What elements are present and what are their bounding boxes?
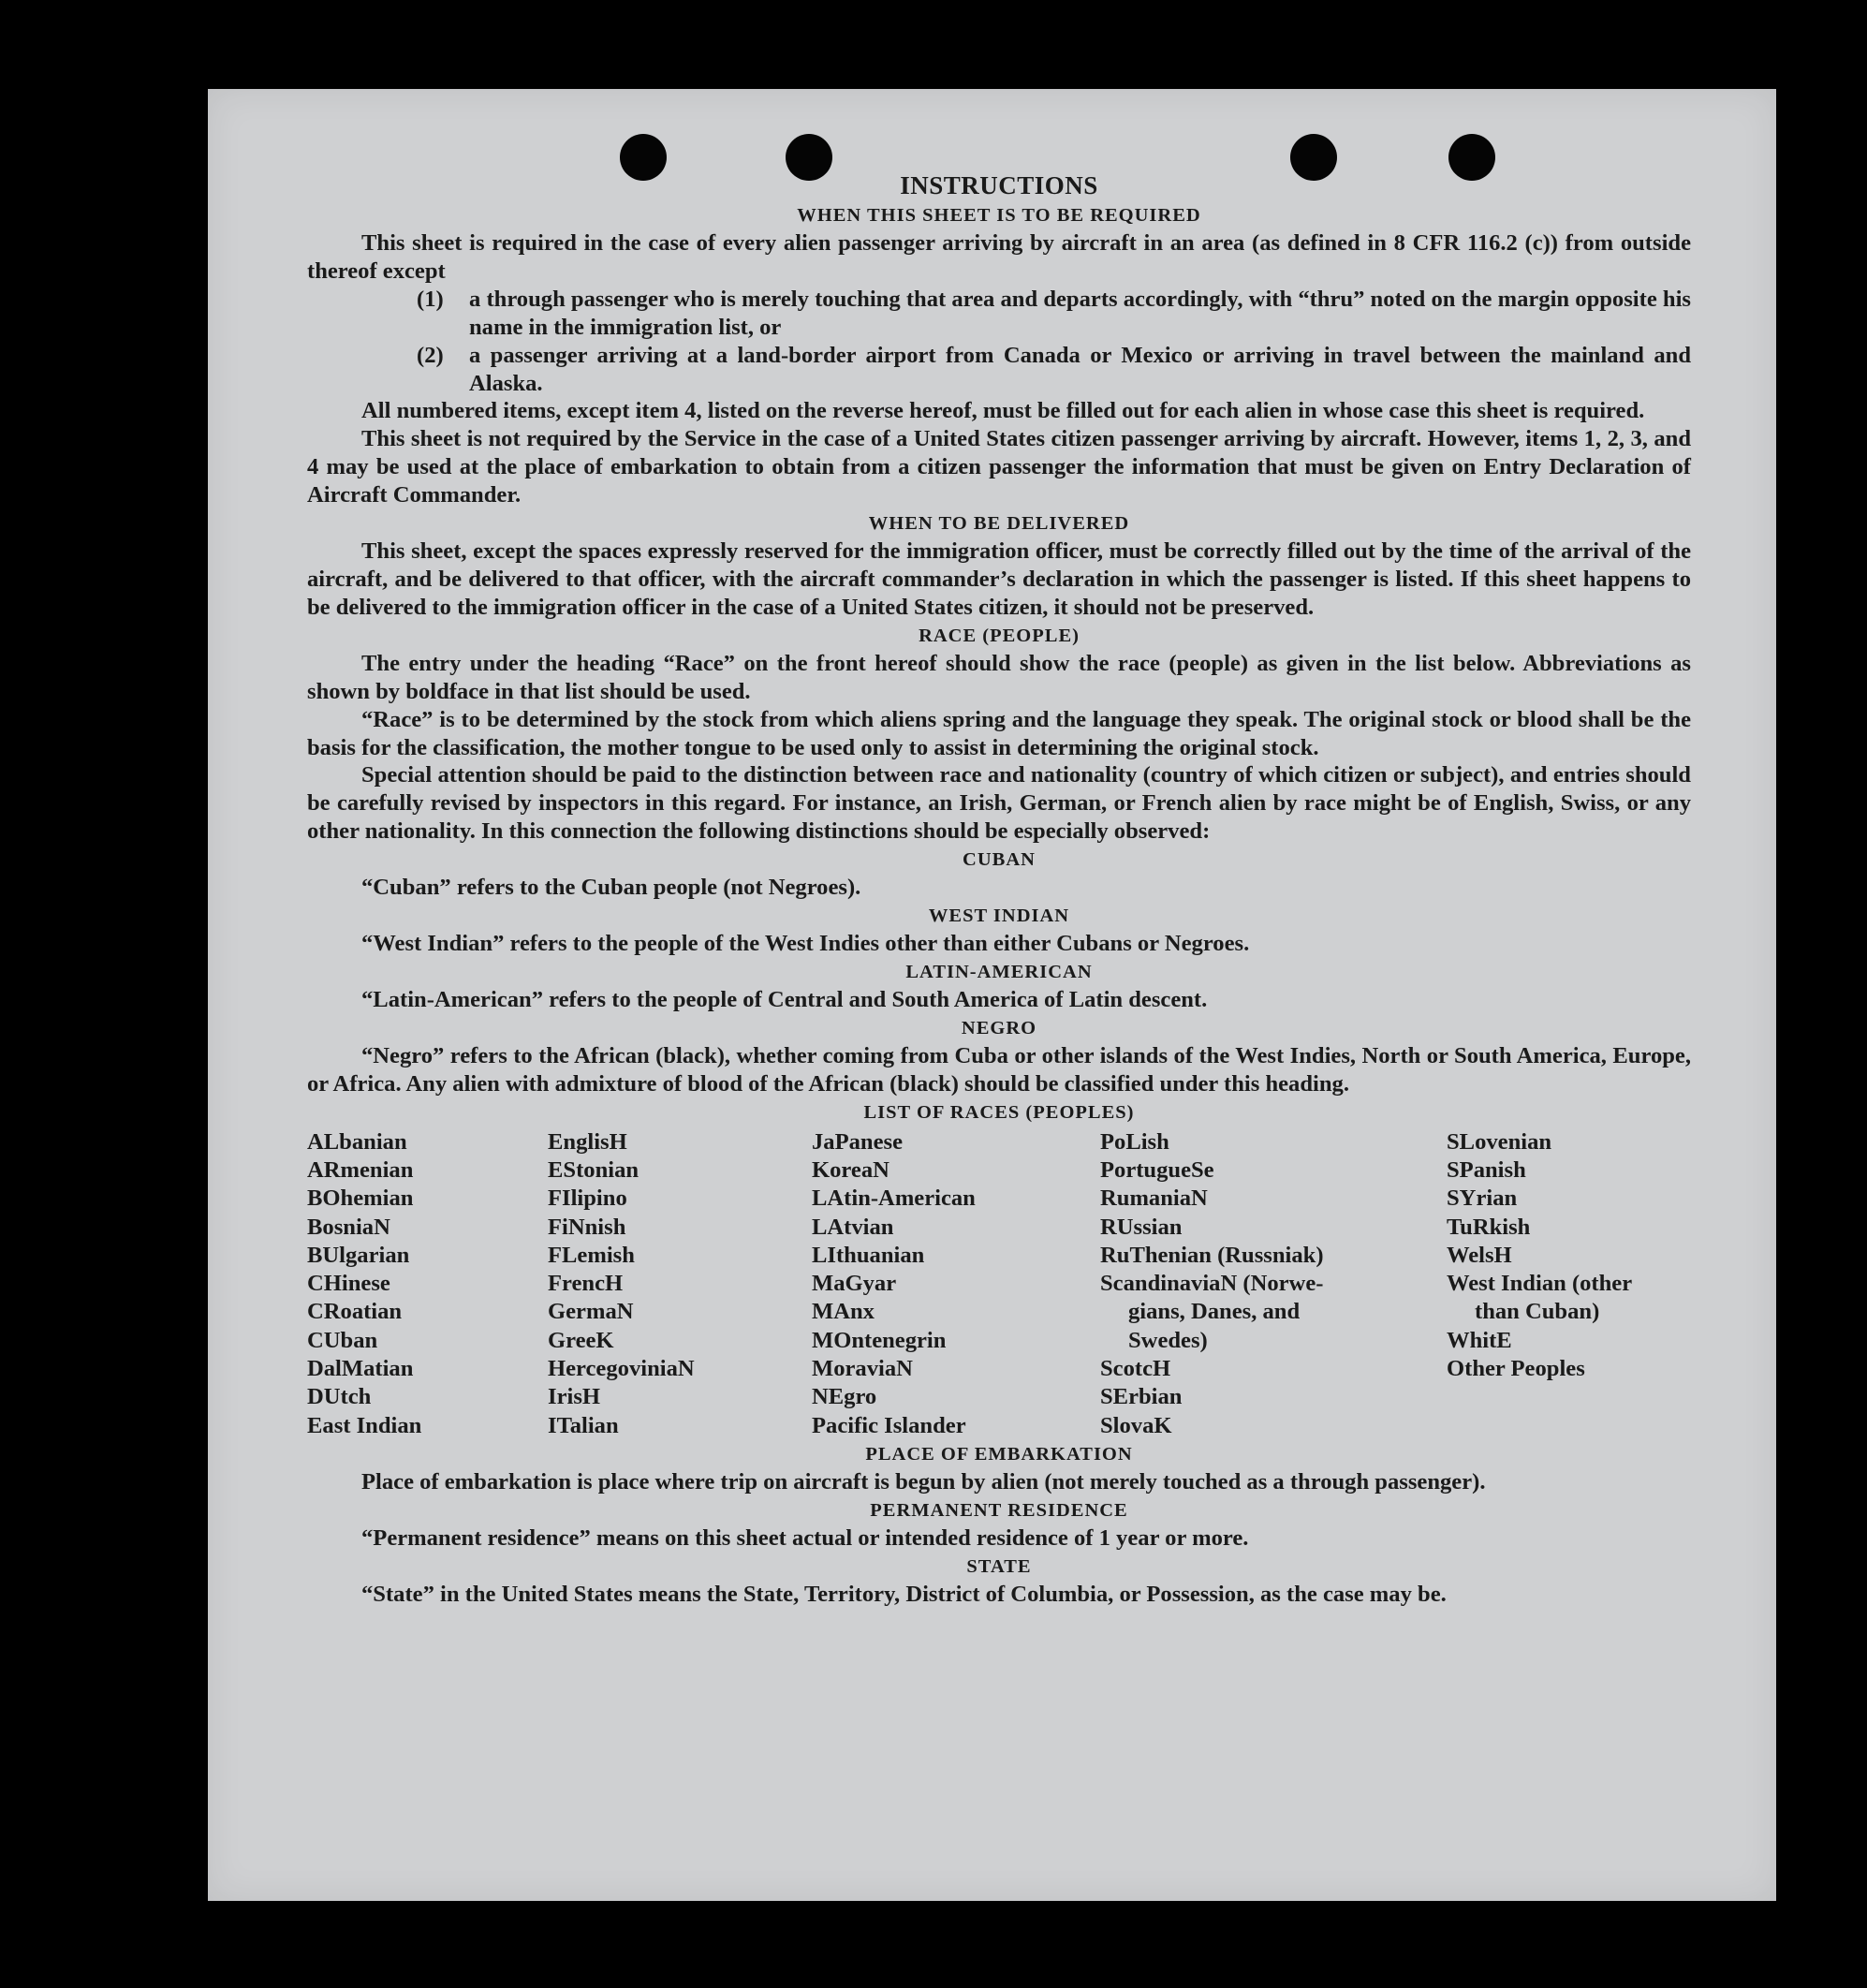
race-entry: FrencH [548, 1271, 624, 1297]
section-heading: STATE [966, 1555, 1032, 1577]
race-entry: KoreaN [812, 1156, 889, 1183]
race-entry: WelsH [1447, 1242, 1512, 1268]
race-entry: WhitE [1447, 1327, 1512, 1353]
item-number: (1) [417, 286, 444, 312]
paragraph: “Race” is to be determined by the stock from which aliens spring and the language they speak. The original stock or blood shall be the basis for the classification, the mother tongue to be used only to assist in determining the original stock. [307, 706, 1691, 760]
race-entry: MoraviaN [812, 1356, 913, 1382]
race-entry: SLovenian [1447, 1128, 1552, 1155]
race-entry: MOntenegrin [812, 1327, 947, 1353]
race-entry: JaPanese [812, 1128, 903, 1155]
race-entry: ScotcH [1100, 1356, 1171, 1382]
race-entry: RuThenian (Russniak) [1100, 1242, 1324, 1268]
page-title: INSTRUCTIONS [900, 171, 1098, 199]
section-heading: NEGRO [961, 1017, 1037, 1038]
paragraph: This sheet is required in the case of every alien passenger arriving by aircraft in an area (as defined in 8 CFR 116.2 (c)) from outside thereof except [307, 230, 1691, 284]
exception-item [307, 342, 1691, 398]
race-entry: EnglisH [548, 1128, 627, 1155]
race-entry: than Cuban) [1475, 1299, 1600, 1325]
race-entry: NEgro [812, 1384, 877, 1410]
paragraph: “Permanent residence” means on this sheet actual or intended residence of 1 year or more. [361, 1524, 1249, 1551]
race-entry: LIthuanian [812, 1242, 925, 1268]
paragraph: “Negro” refers to the African (black), whether coming from Cuba or other islands of the West Indies, North or South America, Europe, or Africa. Any alien with admixture of blood of the African (black) should be classified under this heading. [307, 1042, 1691, 1097]
paragraph: “West Indian” refers to the people of the West Indies other than either Cubans or Negroes. [361, 931, 1250, 957]
race-entry: CRoatian [307, 1299, 403, 1325]
section-heading: LATIN-AMERICAN [905, 961, 1093, 982]
item-text: a through passenger who is merely touching that area and departs accordingly, with “thru” noted on the margin opposite his name in the immigration list, or [469, 286, 1691, 340]
paragraph: This sheet is not required by the Service in the case of a United States citizen passenger arriving by aircraft. However, items 1, 2, 3, and 4 may be used at the place of embarkation to obtain from a citizen passenger the information that must be given on Entry Declaration of Aircraft Commander. [307, 426, 1691, 508]
race-column [1447, 1128, 1688, 1440]
section-heading: WHEN THIS SHEET IS TO BE REQUIRED [797, 205, 1201, 226]
race-entry: ARmenian [307, 1156, 414, 1183]
race-entry: Pacific Islander [812, 1412, 966, 1438]
race-entry: EStonian [548, 1156, 639, 1183]
document-page [208, 89, 1776, 1901]
race-entry: FLemish [548, 1242, 635, 1268]
paragraph: Place of embarkation is place where trip on aircraft is begun by alien (not merely touched as a through passenger). [361, 1468, 1486, 1495]
paragraph: The entry under the heading “Race” on the front hereof should show the race (people) as given in the list below. Abbreviations as shown by boldface in that list should be used. [307, 650, 1691, 704]
race-entry: SPanish [1447, 1156, 1526, 1183]
race-entry: PoLish [1100, 1128, 1169, 1155]
race-entry: DalMatian [307, 1356, 414, 1382]
exception-item [307, 286, 1691, 342]
race-entry: GreeK [548, 1327, 614, 1353]
race-entry: BUlgarian [307, 1242, 410, 1268]
race-entry: ScandinaviaN (Norwe- [1100, 1271, 1324, 1297]
race-entry: SErbian [1100, 1384, 1183, 1410]
race-list [307, 1128, 1691, 1440]
race-entry: PortugueSe [1100, 1156, 1214, 1183]
section-heading: LIST OF RACES (PEOPLES) [863, 1101, 1135, 1123]
race-entry: FIlipino [548, 1185, 627, 1212]
race-column [1100, 1128, 1447, 1440]
race-entry: RumaniaN [1100, 1185, 1208, 1212]
item-text: a passenger arriving at a land-border airport from Canada or Mexico or arriving in travel between the mainland and Alaska. [469, 342, 1691, 396]
race-entry: LAtvian [812, 1214, 894, 1240]
race-entry: CHinese [307, 1271, 390, 1297]
race-entry: DUtch [307, 1384, 372, 1410]
race-entry: BOhemian [307, 1185, 414, 1212]
section-heading: RACE (PEOPLE) [919, 625, 1080, 646]
paragraph: “Latin-American” refers to the people of Central and South America of Latin descent. [361, 986, 1208, 1012]
race-entry: gians, Danes, and [1128, 1299, 1301, 1325]
paragraph: Special attention should be paid to the distinction between race and nationality (country of which citizen or subject), and entries should be carefully revised by inspectors in this regard. For instance, an Irish, German, or French alien by race might be of English, Swiss, or any other nationality. In this connection the following distinctions should be especially observed: [307, 762, 1691, 845]
race-entry: BosniaN [307, 1214, 390, 1240]
section-heading: PERMANENT RESIDENCE [870, 1499, 1128, 1521]
race-entry: CUban [307, 1327, 378, 1353]
race-entry: West Indian (other [1447, 1271, 1633, 1297]
instructions-content [307, 169, 1691, 1609]
section-heading: CUBAN [963, 849, 1036, 871]
paragraph: This sheet, except the spaces expressly reserved for the immigration officer, must be correctly filled out by the time of the arrival of the aircraft, and be delivered to that officer, with the aircraft commander’s declaration in which the passenger is listed. If this sheet happens to be delivered to the immigration officer in the case of a United States citizen, it should not be preserved. [307, 538, 1691, 620]
paragraph: All numbered items, except item 4, listed on the reverse hereof, must be filled out for each alien in whose case this sheet is required. [361, 398, 1645, 424]
race-entry: ITalian [548, 1412, 619, 1438]
race-entry: MAnx [812, 1299, 875, 1325]
paragraph: “Cuban” refers to the Cuban people (not Negroes). [361, 875, 861, 901]
race-entry: Swedes) [1128, 1327, 1208, 1353]
race-entry: East Indian [307, 1412, 422, 1438]
race-entry: HercegoviniaN [548, 1356, 695, 1382]
race-entry: TuRkish [1447, 1214, 1531, 1240]
paragraph: “State” in the United States means the State, Territory, District of Columbia, or Possession, as the case may be. [361, 1581, 1447, 1607]
race-entry: Other Peoples [1447, 1356, 1585, 1382]
section-heading: WHEN TO BE DELIVERED [868, 513, 1130, 535]
section-heading: PLACE OF EMBARKATION [865, 1443, 1133, 1465]
race-entry: LAtin-American [812, 1185, 976, 1212]
race-column [307, 1128, 548, 1440]
race-entry: IrisH [548, 1384, 601, 1410]
race-entry: RUssian [1100, 1214, 1183, 1240]
race-entry: GermaN [548, 1299, 634, 1325]
race-entry: FiNnish [548, 1214, 626, 1240]
race-entry: SYrian [1447, 1185, 1518, 1212]
race-entry: MaGyar [812, 1271, 897, 1297]
section-heading: WEST INDIAN [928, 906, 1070, 927]
item-number: (2) [417, 342, 444, 368]
race-column [812, 1128, 1100, 1440]
race-entry: ALbanian [307, 1128, 407, 1155]
race-entry: SlovaK [1100, 1412, 1172, 1438]
race-column [548, 1128, 812, 1440]
